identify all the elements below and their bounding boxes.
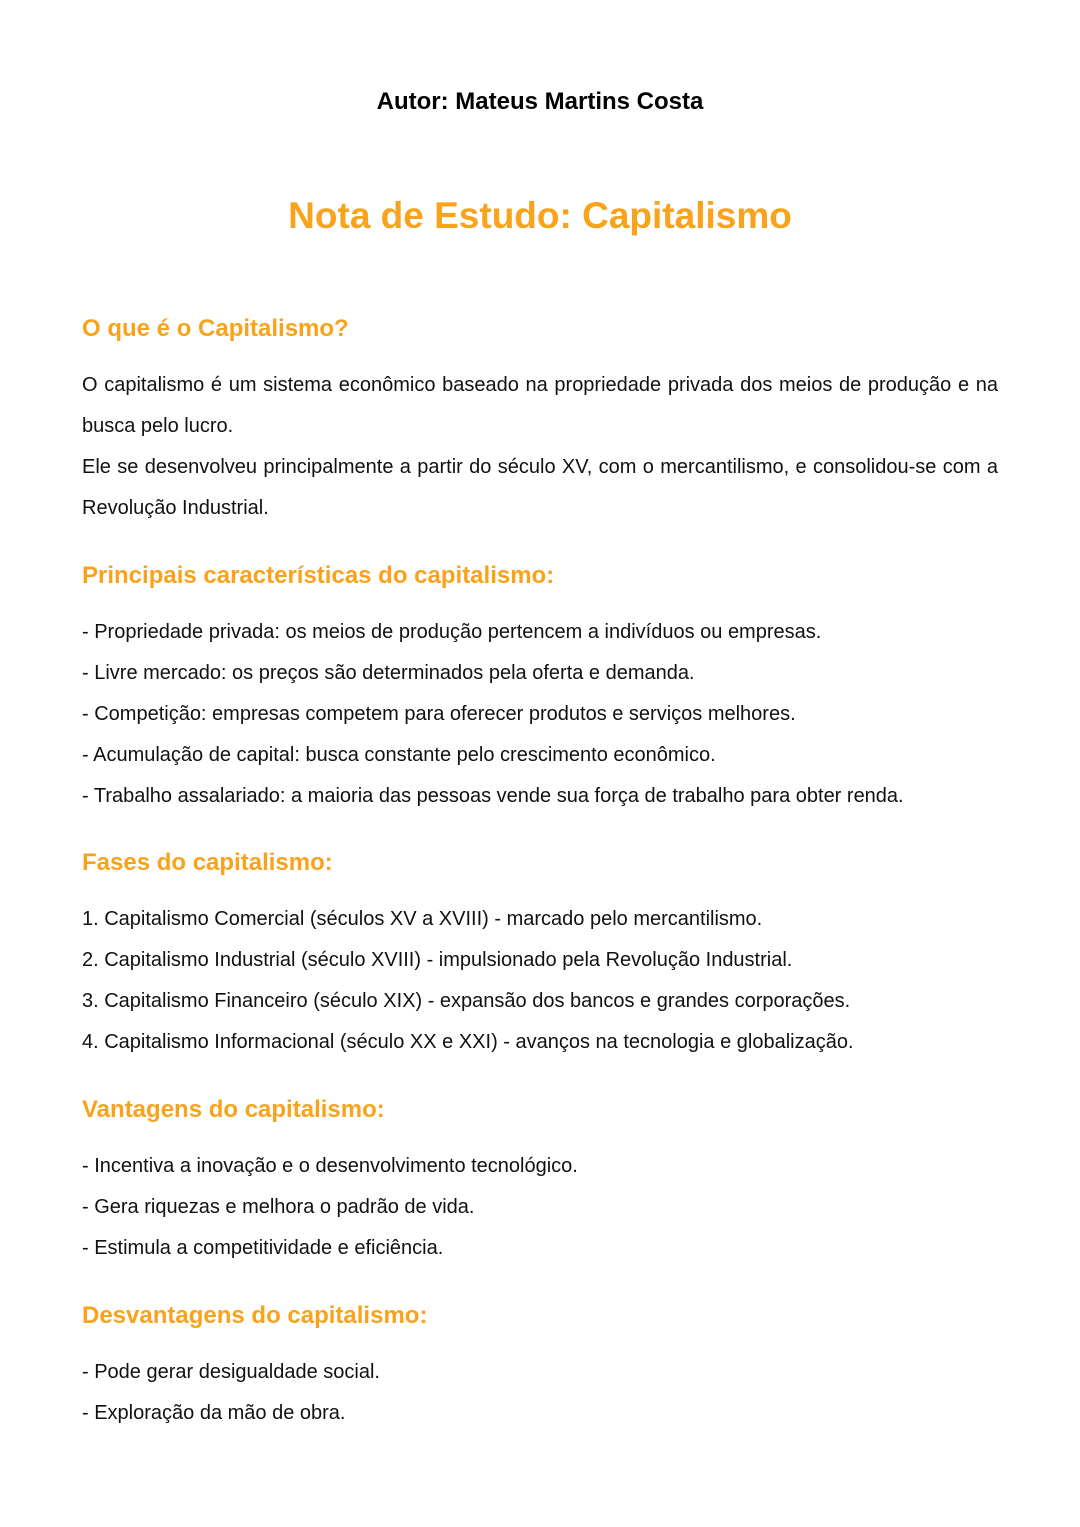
- section-heading: Desvantagens do capitalismo:: [82, 1302, 428, 1329]
- section-heading: O que é o Capitalismo?: [82, 315, 349, 342]
- list-item: - Incentiva a inovação e o desenvolvimento tecnológico.: [82, 1155, 578, 1177]
- list-item: - Trabalho assalariado: a maioria das pessoas vende sua força de trabalho para obter renda.: [82, 785, 904, 807]
- page-title: Nota de Estudo: Capitalismo: [288, 195, 792, 236]
- paragraph: Ele se desenvolveu principalmente a partir do século XV, com o mercantilismo, e consolidou-se com a Revolução Industrial.: [82, 456, 998, 519]
- list-item: 3. Capitalismo Financeiro (século XIX) - expansão dos bancos e grandes corporações.: [82, 990, 851, 1012]
- author-line: Autor: Mateus Martins Costa: [376, 88, 704, 115]
- list-item: - Livre mercado: os preços são determinados pela oferta e demanda.: [82, 662, 695, 684]
- list-item: 2. Capitalismo Industrial (século XVIII) - impulsionado pela Revolução Industrial.: [82, 949, 793, 971]
- list-item: - Competição: empresas competem para oferecer produtos e serviços melhores.: [82, 703, 796, 725]
- list-item: - Propriedade privada: os meios de produção pertencem a indivíduos ou empresas.: [82, 621, 822, 643]
- section-definition: [82, 313, 998, 529]
- list-item: - Gera riquezas e melhora o padrão de vida.: [82, 1196, 475, 1218]
- section-heading: Principais características do capitalismo:: [82, 562, 555, 589]
- list-item: - Acumulação de capital: busca constante pelo crescimento econômico.: [82, 744, 716, 766]
- section-heading: Vantagens do capitalismo:: [82, 1096, 385, 1123]
- list-item: - Pode gerar desigualdade social.: [82, 1361, 380, 1383]
- list-item: 4. Capitalismo Informacional (século XX e XXI) - avanços na tecnologia e globalização.: [82, 1031, 854, 1053]
- section-disadvantages: [82, 1300, 998, 1434]
- list-item: - Estimula a competitividade e eficiência.: [82, 1237, 444, 1259]
- section-heading: Fases do capitalismo:: [82, 849, 333, 876]
- list-item: 1. Capitalismo Comercial (séculos XV a XVIII) - marcado pelo mercantilismo.: [82, 908, 763, 930]
- section-advantages: [82, 1094, 998, 1269]
- section-characteristics: [82, 560, 998, 817]
- list-item: - Exploração da mão de obra.: [82, 1402, 346, 1424]
- section-phases: [82, 847, 998, 1063]
- paragraph: O capitalismo é um sistema econômico baseado na propriedade privada dos meios de produção e na busca pelo lucro.: [82, 374, 998, 437]
